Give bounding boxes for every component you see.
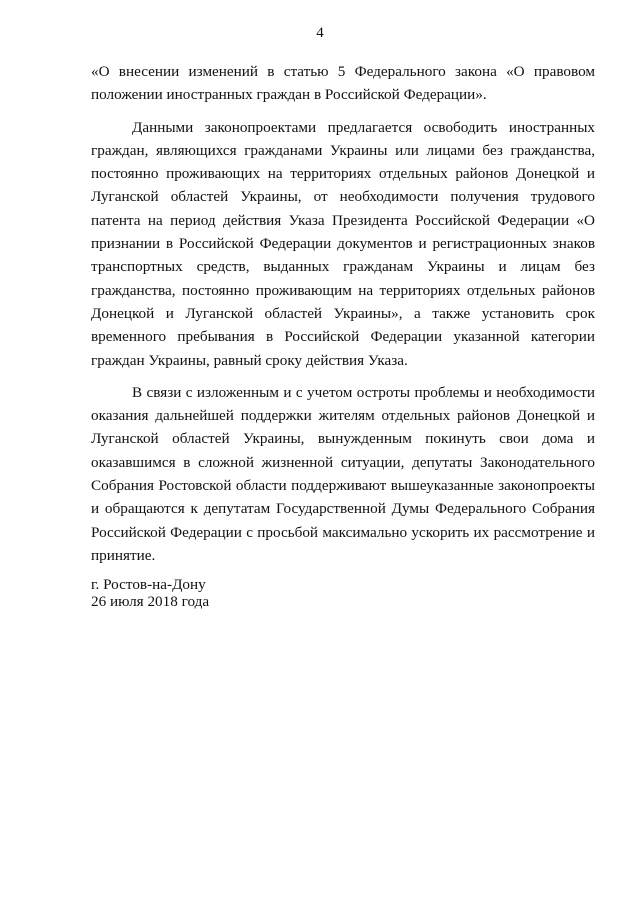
signoff-date: 26 июля 2018 года	[91, 593, 210, 610]
page-number: 4	[316, 25, 324, 41]
signoff-block	[91, 576, 209, 610]
paragraph-conclusion: В связи с изложенным и с учетом остроты проблемы и необходимости оказания дальнейшей поддержки жителям отдельных районов Донецкой и Луганской областей Украины, вынужденным покинуть свои дома и оказавшимся в сложной жизненной ситуации, депутаты Законодательного Собрания Ростовской области поддерживают вышеуказанные законопроекты и обращаются к депутатам Государственной Думы Федерального Собрания Российской Федерации с просьбой максимально ускорить их рассмотрение и принятие.	[91, 383, 595, 564]
signoff-place: г. Ростов-на-Дону	[91, 576, 206, 593]
paragraph-proposal: Данными законопроектами предлагается освободить иностранных граждан, являющихся гражданами Украины или лицами без гражданства, постоянно проживающих на территориях отдельных районов Донецкой и Луганской областей Украины, от необходимости получения трудового патента на период действия Указа Президента Российской Федерации «О признании в Российской Федерации документов и регистрационных знаков транспортных средств, выданных гражданам Украины и лицам без гражданства, постоянно проживающим на территориях отдельных районов Донецкой и Луганской областей Украины», а также установить срок временного пребывания в Российской Федерации указанной категории граждан Украины, равный сроку действия Указа.	[91, 118, 595, 369]
document-body	[91, 60, 595, 567]
paragraph-continuation: «О внесении изменений в статью 5 Федерального закона «О правовом положении иностранных граждан в Российской Федерации».	[91, 63, 595, 104]
